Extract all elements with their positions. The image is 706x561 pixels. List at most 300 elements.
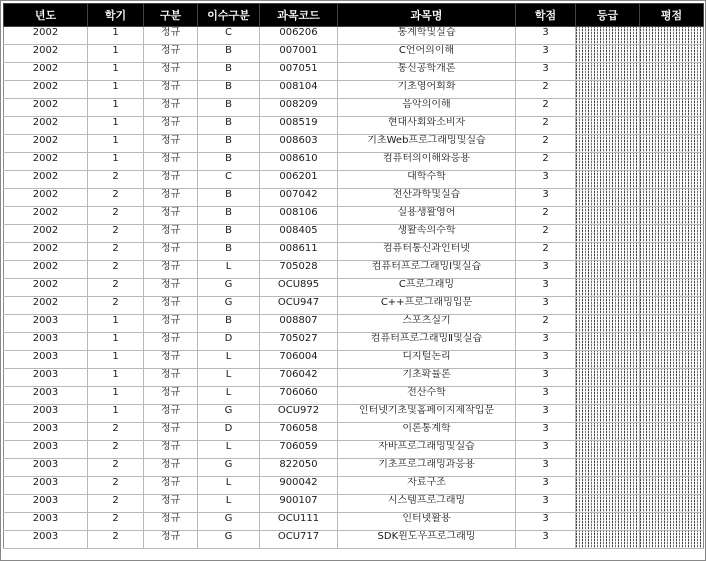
semester-text: 1	[112, 369, 119, 380]
redaction-noise	[640, 63, 703, 80]
course-name-text: 스포츠실기	[402, 315, 451, 326]
table-row[interactable]	[4, 45, 704, 63]
header-grade[interactable]: 등급	[576, 4, 640, 27]
table-row[interactable]	[4, 27, 704, 45]
year-text: 2003	[32, 423, 59, 434]
course-code-cell	[260, 117, 338, 135]
year-text: 2003	[32, 315, 59, 326]
grade-cell-obscured	[576, 99, 640, 117]
grade-cell-obscured	[576, 405, 640, 423]
completion-type-cell	[198, 279, 260, 297]
semester-text: 2	[112, 279, 119, 290]
credits-text: 2	[542, 81, 549, 92]
course-name-text: 인터넷기초및홈페이지제작입문	[358, 405, 495, 416]
type-cell	[144, 171, 198, 189]
type-cell	[144, 369, 198, 387]
credits-text: 2	[542, 99, 549, 110]
semester-cell	[88, 315, 144, 333]
course-name-cell	[338, 495, 516, 513]
year-text: 2002	[32, 261, 59, 272]
credits-text: 3	[542, 171, 549, 182]
redaction-noise	[640, 315, 703, 332]
type-cell	[144, 225, 198, 243]
credits-text: 2	[542, 153, 549, 164]
redaction-noise	[576, 225, 639, 242]
grade-points-cell-obscured	[640, 117, 704, 135]
redaction-noise	[640, 531, 703, 548]
grade-cell-obscured	[576, 513, 640, 531]
credits-cell	[516, 495, 576, 513]
course-name-text: 디지털논리	[402, 351, 451, 362]
table-row[interactable]	[4, 477, 704, 495]
year-cell	[4, 153, 88, 171]
course-name-cell	[338, 45, 516, 63]
year-cell	[4, 333, 88, 351]
year-text: 2002	[32, 135, 59, 146]
type-cell	[144, 315, 198, 333]
type-text: 정규	[160, 297, 181, 308]
course-code-text: 007042	[279, 189, 318, 200]
table-row[interactable]	[4, 387, 704, 405]
credits-cell	[516, 333, 576, 351]
completion-type-cell	[198, 261, 260, 279]
year-cell	[4, 369, 88, 387]
grade-cell-obscured	[576, 279, 640, 297]
completion-type-cell	[198, 207, 260, 225]
course-code-text: 008405	[279, 225, 318, 236]
course-name-cell	[338, 315, 516, 333]
credits-cell	[516, 531, 576, 549]
year-cell	[4, 387, 88, 405]
course-name-cell	[338, 405, 516, 423]
grade-cell-obscured	[576, 477, 640, 495]
table-row[interactable]	[4, 513, 704, 531]
table-row[interactable]	[4, 189, 704, 207]
table-row[interactable]	[4, 297, 704, 315]
type-text: 정규	[160, 153, 181, 164]
table-row[interactable]	[4, 351, 704, 369]
redaction-noise	[576, 351, 639, 368]
semester-text: 2	[112, 495, 119, 506]
year-cell	[4, 513, 88, 531]
grade-points-cell-obscured	[640, 261, 704, 279]
course-code-cell	[260, 423, 338, 441]
redaction-noise	[576, 513, 639, 530]
grade-points-cell-obscured	[640, 153, 704, 171]
credits-cell	[516, 117, 576, 135]
redaction-noise	[640, 135, 703, 152]
type-text: 정규	[160, 27, 181, 38]
course-name-text: C프로그래밍	[398, 279, 455, 290]
completion-type-cell	[198, 459, 260, 477]
redaction-noise	[640, 117, 703, 134]
course-name-text: 기초Web프로그래밍및실습	[367, 135, 486, 146]
redaction-noise	[576, 369, 639, 386]
year-text: 2003	[32, 351, 59, 362]
grade-cell-obscured	[576, 135, 640, 153]
table-row[interactable]	[4, 441, 704, 459]
redaction-noise	[640, 387, 703, 404]
credits-cell	[516, 63, 576, 81]
semester-cell	[88, 261, 144, 279]
grade-cell-obscured	[576, 459, 640, 477]
type-cell	[144, 117, 198, 135]
grade-cell-obscured	[576, 225, 640, 243]
grade-cell-obscured	[576, 117, 640, 135]
table-row[interactable]	[4, 135, 704, 153]
course-code-cell	[260, 477, 338, 495]
course-code-text: 007001	[279, 45, 318, 56]
course-name-text: 컴퓨터의이해와응용	[383, 153, 470, 164]
course-name-cell	[338, 423, 516, 441]
type-text: 정규	[160, 243, 181, 254]
course-name-text: 음악의이해	[402, 99, 451, 110]
credits-cell	[516, 261, 576, 279]
completion-type-text: L	[225, 477, 232, 488]
year-text: 2003	[32, 369, 59, 380]
grade-cell-obscured	[576, 297, 640, 315]
type-text: 정규	[160, 477, 181, 488]
header-semester[interactable]: 학기	[88, 4, 144, 27]
completion-type-text: B	[225, 99, 232, 110]
table-row[interactable]	[4, 99, 704, 117]
header-year[interactable]: 년도	[4, 4, 88, 27]
grade-points-cell-obscured	[640, 351, 704, 369]
credits-text: 2	[542, 315, 549, 326]
year-cell	[4, 81, 88, 99]
credits-cell	[516, 171, 576, 189]
course-name-text: 현대사회와소비자	[387, 117, 466, 128]
type-text: 정규	[160, 207, 181, 218]
table-row[interactable]	[4, 261, 704, 279]
semester-text: 2	[112, 531, 119, 542]
credits-cell	[516, 27, 576, 45]
semester-text: 1	[112, 45, 119, 56]
type-cell	[144, 513, 198, 531]
table-row[interactable]	[4, 279, 704, 297]
course-name-text: 전산수학	[407, 387, 446, 398]
credits-cell	[516, 99, 576, 117]
grade-points-cell-obscured	[640, 225, 704, 243]
semester-cell	[88, 243, 144, 261]
semester-text: 2	[112, 189, 119, 200]
year-cell	[4, 225, 88, 243]
year-text: 2002	[32, 243, 59, 254]
type-text: 정규	[160, 171, 181, 182]
credits-text: 2	[542, 207, 549, 218]
year-text: 2002	[32, 153, 59, 164]
table-row[interactable]	[4, 171, 704, 189]
year-cell	[4, 135, 88, 153]
header-completion-type[interactable]: 이수구분	[198, 4, 260, 27]
redaction-noise	[640, 243, 703, 260]
redaction-noise	[576, 189, 639, 206]
completion-type-cell	[198, 387, 260, 405]
semester-text: 1	[112, 81, 119, 92]
course-name-text: 자료구조	[407, 477, 446, 488]
grade-points-cell-obscured	[640, 513, 704, 531]
redaction-noise	[576, 99, 639, 116]
course-code-text: 006206	[279, 27, 318, 38]
table-row[interactable]	[4, 315, 704, 333]
year-text: 2002	[32, 63, 59, 74]
course-name-cell	[338, 135, 516, 153]
course-code-cell	[260, 135, 338, 153]
grade-cell-obscured	[576, 333, 640, 351]
course-name-cell	[338, 441, 516, 459]
credits-text: 3	[542, 63, 549, 74]
credits-text: 3	[542, 513, 549, 524]
completion-type-text: L	[225, 387, 232, 398]
credits-cell	[516, 459, 576, 477]
course-code-text: 706042	[279, 369, 318, 380]
type-text: 정규	[160, 387, 181, 398]
completion-type-cell	[198, 81, 260, 99]
completion-type-text: B	[225, 45, 232, 56]
redaction-noise	[576, 423, 639, 440]
completion-type-cell	[198, 243, 260, 261]
year-cell	[4, 189, 88, 207]
completion-type-cell	[198, 225, 260, 243]
table-row[interactable]	[4, 153, 704, 171]
year-cell	[4, 423, 88, 441]
table-row[interactable]	[4, 207, 704, 225]
semester-text: 2	[112, 261, 119, 272]
credits-cell	[516, 477, 576, 495]
credits-cell	[516, 225, 576, 243]
semester-text: 2	[112, 423, 119, 434]
course-name-cell	[338, 333, 516, 351]
type-cell	[144, 423, 198, 441]
redaction-noise	[640, 225, 703, 242]
redaction-noise	[576, 45, 639, 62]
table-row[interactable]	[4, 225, 704, 243]
course-code-cell	[260, 279, 338, 297]
type-cell	[144, 387, 198, 405]
redaction-noise	[576, 297, 639, 314]
redaction-noise	[576, 405, 639, 422]
completion-type-text: L	[225, 441, 232, 452]
credits-text: 3	[542, 387, 549, 398]
grade-points-cell-obscured	[640, 81, 704, 99]
redaction-noise	[576, 153, 639, 170]
course-code-cell	[260, 297, 338, 315]
completion-type-cell	[198, 495, 260, 513]
course-name-text: SDK윈도우프로그래밍	[377, 531, 476, 542]
course-code-text: 705028	[279, 261, 318, 272]
type-cell	[144, 189, 198, 207]
redaction-noise	[640, 171, 703, 188]
redaction-noise	[576, 495, 639, 512]
course-code-text: 008610	[279, 153, 318, 164]
credits-cell	[516, 153, 576, 171]
course-code-text: 706058	[279, 423, 318, 434]
redaction-noise	[640, 153, 703, 170]
type-cell	[144, 207, 198, 225]
completion-type-text: L	[225, 351, 232, 362]
completion-type-cell	[198, 45, 260, 63]
table-row[interactable]	[4, 495, 704, 513]
credits-text: 3	[542, 477, 549, 488]
course-code-text: OCU717	[277, 531, 320, 542]
header-grade-points[interactable]: 평점	[640, 4, 704, 27]
header-credits[interactable]: 학점	[516, 4, 576, 27]
grade-cell-obscured	[576, 369, 640, 387]
type-text: 정규	[160, 63, 181, 74]
grade-points-cell-obscured	[640, 189, 704, 207]
completion-type-cell	[198, 153, 260, 171]
course-code-text: 008104	[279, 81, 318, 92]
completion-type-text: G	[224, 531, 233, 542]
course-code-text: 900107	[279, 495, 318, 506]
table-row[interactable]	[4, 81, 704, 99]
course-code-cell	[260, 27, 338, 45]
semester-cell	[88, 477, 144, 495]
table-row[interactable]	[4, 531, 704, 549]
year-cell	[4, 459, 88, 477]
course-code-cell	[260, 369, 338, 387]
semester-text: 1	[112, 405, 119, 416]
grade-points-cell-obscured	[640, 99, 704, 117]
grade-points-cell-obscured	[640, 27, 704, 45]
semester-cell	[88, 171, 144, 189]
course-name-cell	[338, 99, 516, 117]
header-type[interactable]: 구분	[144, 4, 198, 27]
course-code-cell	[260, 441, 338, 459]
course-name-cell	[338, 171, 516, 189]
year-cell	[4, 99, 88, 117]
completion-type-cell	[198, 441, 260, 459]
completion-type-text: G	[224, 459, 233, 470]
redaction-noise	[576, 81, 639, 98]
table-row[interactable]	[4, 63, 704, 81]
redaction-noise	[640, 189, 703, 206]
completion-type-cell	[198, 333, 260, 351]
year-cell	[4, 243, 88, 261]
credits-text: 3	[542, 459, 549, 470]
semester-text: 1	[112, 117, 119, 128]
course-name-text: 시스템프로그래밍	[387, 495, 466, 506]
year-text: 2002	[32, 27, 59, 38]
semester-cell	[88, 459, 144, 477]
table-row[interactable]	[4, 405, 704, 423]
semester-cell	[88, 99, 144, 117]
completion-type-text: L	[225, 261, 232, 272]
redaction-noise	[640, 297, 703, 314]
grade-cell-obscured	[576, 441, 640, 459]
table-row[interactable]	[4, 333, 704, 351]
year-text: 2003	[32, 531, 59, 542]
type-text: 정규	[160, 45, 181, 56]
credits-cell	[516, 207, 576, 225]
redaction-noise	[640, 279, 703, 296]
redaction-noise	[640, 45, 703, 62]
course-code-text: 706004	[279, 351, 318, 362]
course-code-cell	[260, 351, 338, 369]
course-code-cell	[260, 531, 338, 549]
credits-text: 3	[542, 441, 549, 452]
credits-cell	[516, 45, 576, 63]
semester-text: 2	[112, 243, 119, 254]
table-row[interactable]	[4, 423, 704, 441]
year-cell	[4, 495, 88, 513]
redaction-noise	[640, 81, 703, 98]
course-code-text: 008519	[279, 117, 318, 128]
credits-cell	[516, 513, 576, 531]
year-cell	[4, 117, 88, 135]
completion-type-text: B	[225, 117, 232, 128]
type-text: 정규	[160, 513, 181, 524]
completion-type-text: G	[224, 279, 233, 290]
course-name-cell	[338, 63, 516, 81]
type-cell	[144, 153, 198, 171]
grade-cell-obscured	[576, 207, 640, 225]
credits-cell	[516, 81, 576, 99]
completion-type-text: B	[225, 153, 232, 164]
grade-cell-obscured	[576, 351, 640, 369]
type-text: 정규	[160, 189, 181, 200]
table-row[interactable]	[4, 459, 704, 477]
year-text: 2003	[32, 333, 59, 344]
completion-type-cell	[198, 171, 260, 189]
course-code-cell	[260, 495, 338, 513]
type-text: 정규	[160, 495, 181, 506]
year-text: 2003	[32, 477, 59, 488]
credits-cell	[516, 243, 576, 261]
type-text: 정규	[160, 369, 181, 380]
table-row[interactable]	[4, 243, 704, 261]
type-text: 정규	[160, 459, 181, 470]
credits-text: 2	[542, 135, 549, 146]
redaction-noise	[640, 99, 703, 116]
table-row[interactable]	[4, 369, 704, 387]
redaction-noise	[640, 369, 703, 386]
completion-type-cell	[198, 405, 260, 423]
credits-text: 2	[542, 243, 549, 254]
header-course-name[interactable]: 과목명	[338, 4, 516, 27]
credits-text: 3	[542, 279, 549, 290]
course-name-text: 이론통계학	[402, 423, 451, 434]
course-code-cell	[260, 153, 338, 171]
course-name-text: 실용생활영어	[397, 207, 456, 218]
year-cell	[4, 351, 88, 369]
type-cell	[144, 477, 198, 495]
redaction-noise	[576, 279, 639, 296]
completion-type-cell	[198, 423, 260, 441]
course-code-cell	[260, 99, 338, 117]
type-text: 정규	[160, 117, 181, 128]
semester-cell	[88, 405, 144, 423]
type-text: 정규	[160, 225, 181, 236]
semester-cell	[88, 513, 144, 531]
type-text: 정규	[160, 81, 181, 92]
table-row[interactable]	[4, 117, 704, 135]
grade-cell-obscured	[576, 423, 640, 441]
redaction-noise	[640, 207, 703, 224]
header-course-code[interactable]: 과목코드	[260, 4, 338, 27]
year-text: 2002	[32, 279, 59, 290]
course-code-cell	[260, 405, 338, 423]
course-code-cell	[260, 387, 338, 405]
credits-text: 3	[542, 45, 549, 56]
year-text: 2002	[32, 171, 59, 182]
course-code-cell	[260, 333, 338, 351]
course-code-cell	[260, 261, 338, 279]
grade-cell-obscured	[576, 153, 640, 171]
year-cell	[4, 441, 88, 459]
semester-text: 2	[112, 225, 119, 236]
type-cell	[144, 441, 198, 459]
